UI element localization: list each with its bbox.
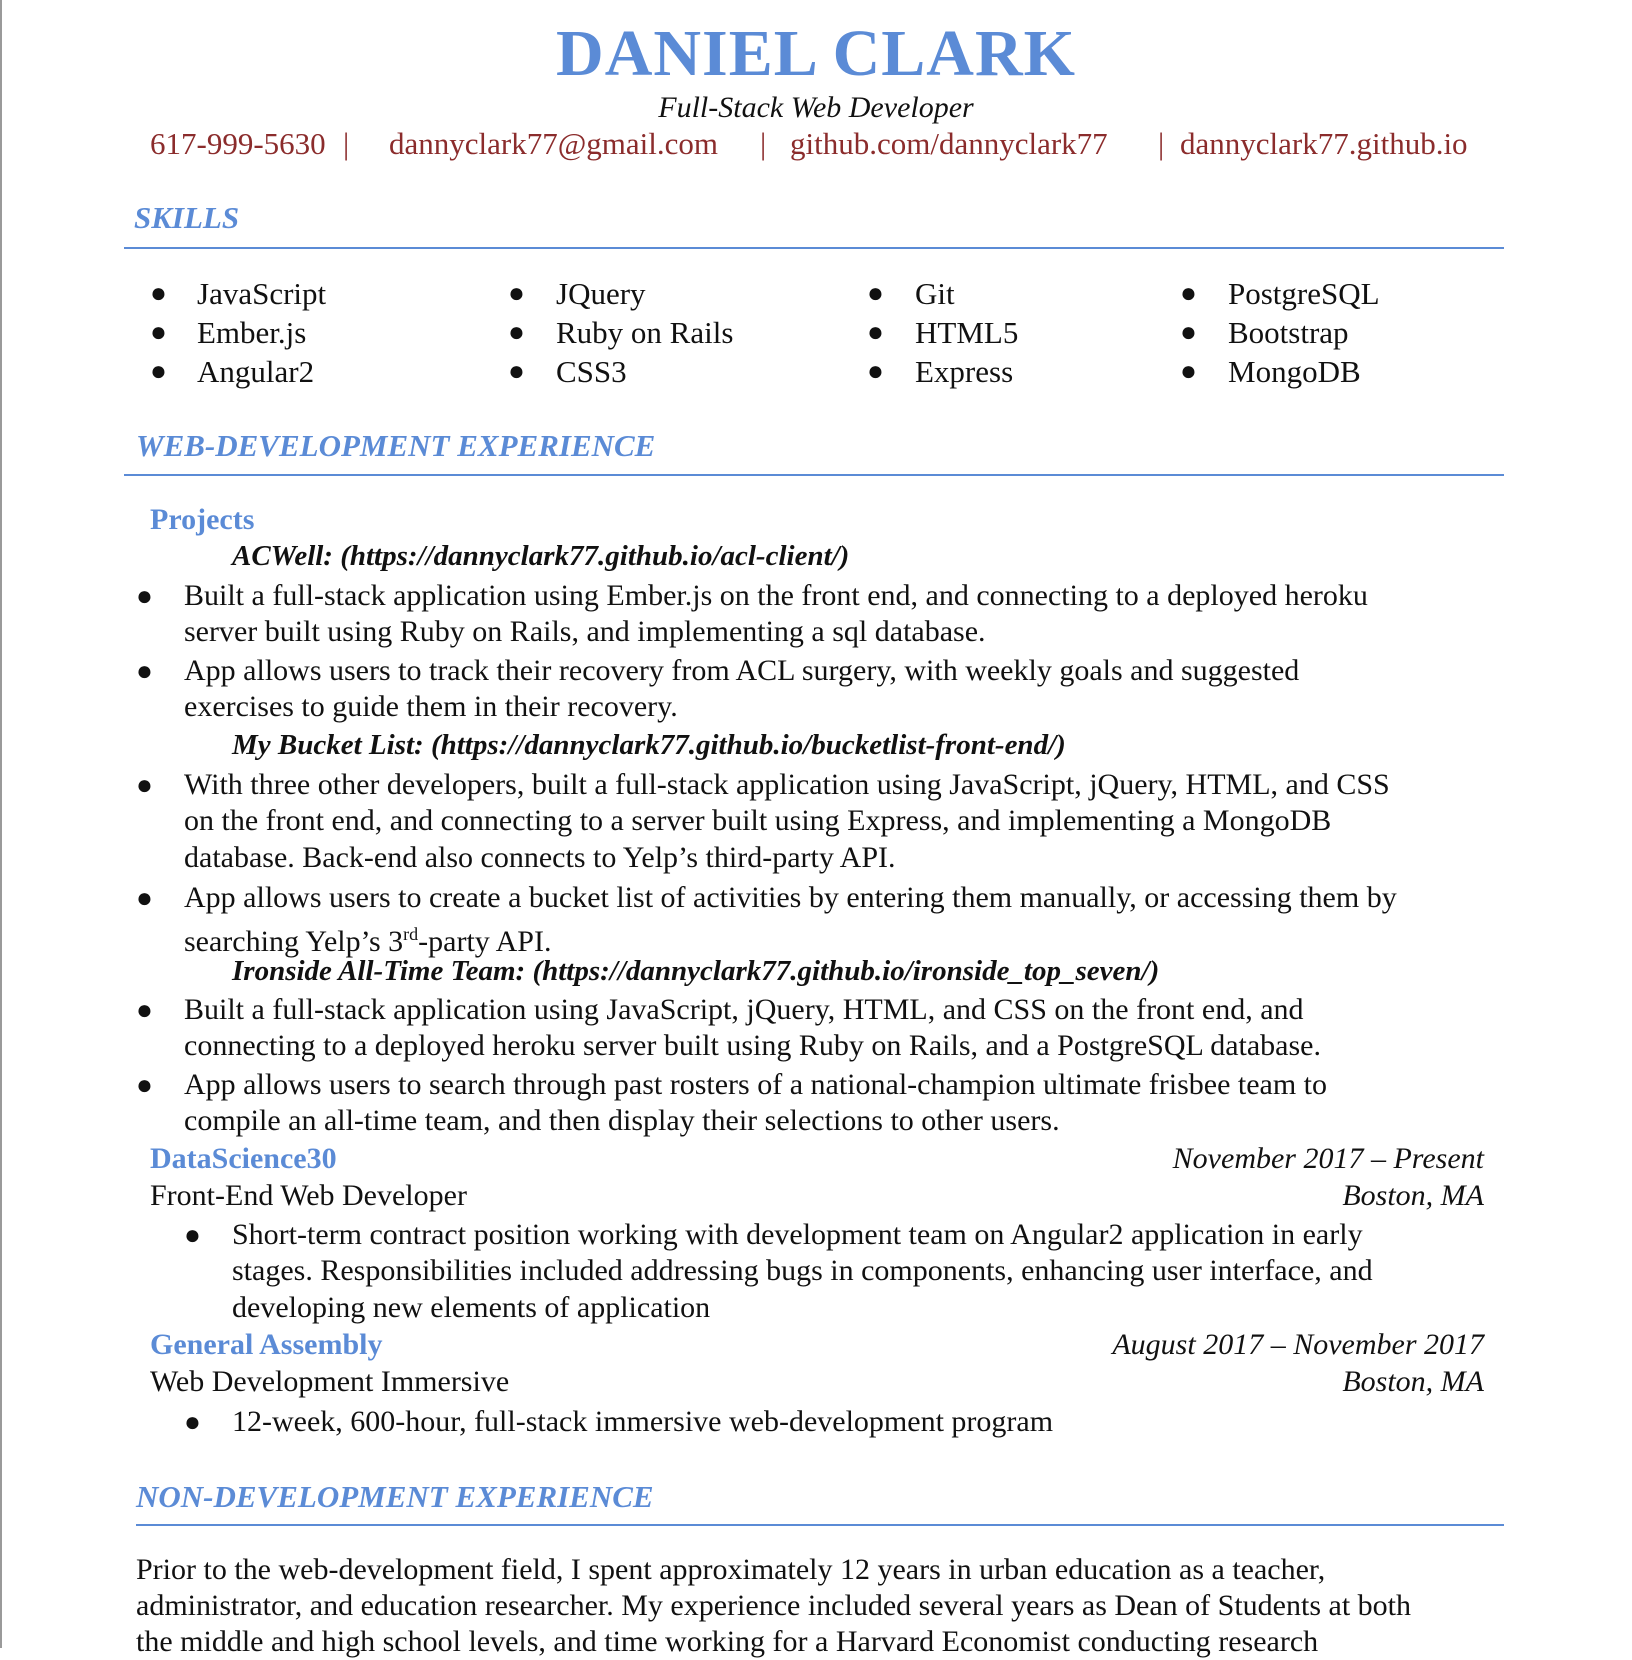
project-bullet-line: Built a full-stack application using Ember.js on the front end, and connecting to a deployed heroku xyxy=(184,579,1368,612)
bullet-dot: ● xyxy=(1180,317,1197,348)
bullet-dot: ● xyxy=(150,317,167,348)
project-bullet-line: App allows users to track their recovery from ACL surgery, with weekly goals and suggested xyxy=(184,654,1300,687)
bullet-dot: ● xyxy=(136,770,153,801)
contact-email[interactable]: dannyclark77@gmail.com xyxy=(389,126,718,161)
bullet-dot: ● xyxy=(867,278,884,309)
text-fragment: searching Yelp’s 3 xyxy=(184,925,404,958)
skill-item: PostgreSQL xyxy=(1228,276,1380,311)
skill-item: HTML5 xyxy=(915,315,1019,350)
bullet-dot: ● xyxy=(150,356,167,387)
job-bullet-line: Short-term contract position working with development team on Angular2 application in early xyxy=(232,1218,1363,1251)
contact-website[interactable]: dannyclark77.github.io xyxy=(1180,126,1468,161)
job-bullet-line: 12-week, 600-hour, full-stack immersive web-development program xyxy=(232,1405,1054,1438)
job-dates: November 2017 – Present xyxy=(1172,1142,1484,1175)
resume-title: Full-Stack Web Developer xyxy=(658,91,974,124)
skill-item: Ruby on Rails xyxy=(556,315,734,350)
project-bullet-line: database. Back-end also connects to Yelp’s third-party API. xyxy=(184,841,896,874)
project-title: ACWell: (https://dannyclark77.github.io/acl-client/) xyxy=(232,540,850,572)
skill-item: Git xyxy=(915,276,955,311)
bullet-dot: ● xyxy=(508,278,525,309)
contact-github[interactable]: github.com/dannyclark77 xyxy=(790,126,1108,161)
project-bullet-line: connecting to a deployed heroku server built using Ruby on Rails, and a PostgreSQL database. xyxy=(184,1029,1321,1062)
job-dates: August 2017 – November 2017 xyxy=(1112,1328,1484,1361)
bullet-dot: ● xyxy=(136,656,153,687)
job-bullet-line: developing new elements of application xyxy=(232,1291,711,1324)
section-divider xyxy=(136,1524,1504,1526)
contact-separator: | xyxy=(760,126,767,161)
contact-phone[interactable]: 617-999-5630 xyxy=(150,126,326,161)
project-title: My Bucket List: (https://dannyclark77.github.io/bucketlist-front-end/) xyxy=(232,729,1066,761)
job-role: Front-End Web Developer xyxy=(150,1179,467,1212)
bullet-dot: ● xyxy=(1180,356,1197,387)
project-bullet-line: App allows users to search through past rosters of a national-champion ultimate frisbee team to xyxy=(184,1068,1328,1101)
project-bullet-line: App allows users to create a bucket list of activities by entering them manually, or accessing them by xyxy=(184,881,1397,914)
bullet-dot: ● xyxy=(867,317,884,348)
skill-item: Angular2 xyxy=(197,354,315,389)
skill-item: Express xyxy=(915,354,1014,389)
project-bullet-line: Built a full-stack application using JavaScript, jQuery, HTML, and CSS on the front end, and xyxy=(184,993,1304,1026)
superscript: rd xyxy=(403,924,419,944)
text-fragment: -party API. xyxy=(418,925,552,958)
skill-item: Ember.js xyxy=(197,315,307,350)
section-divider xyxy=(124,247,1504,249)
projects-label: Projects xyxy=(150,503,255,536)
job-location: Boston, MA xyxy=(1342,1365,1484,1398)
project-bullet-line: exercises to guide them in their recovery. xyxy=(184,690,678,723)
bullet-dot: ● xyxy=(508,317,525,348)
bullet-dot: ● xyxy=(184,1407,201,1438)
skill-item: JavaScript xyxy=(197,276,327,311)
contact-separator: | xyxy=(343,126,350,161)
skill-item: MongoDB xyxy=(1228,354,1361,389)
skill-item: JQuery xyxy=(556,276,646,311)
job-location: Boston, MA xyxy=(1342,1179,1484,1212)
page-left-edge xyxy=(0,0,2,1648)
bullet-dot: ● xyxy=(150,278,167,309)
bullet-dot: ● xyxy=(508,356,525,387)
non-dev-paragraph-line: administrator, and education researcher. My experience included several years as Dean of Students at both xyxy=(136,1589,1411,1622)
project-bullet-line: compile an all-time team, and then display their selections to other users. xyxy=(184,1104,1060,1137)
project-bullet-line: server built using Ruby on Rails, and implementing a sql database. xyxy=(184,615,986,648)
non-dev-heading: NON-DEVELOPMENT EXPERIENCE xyxy=(136,1479,654,1514)
bullet-dot: ● xyxy=(184,1220,201,1251)
non-dev-paragraph-line: the middle and high school levels, and time working for a Harvard Economist conducting research xyxy=(136,1625,1319,1658)
bullet-dot: ● xyxy=(1180,278,1197,309)
skills-heading: SKILLS xyxy=(134,200,240,235)
resume-name: DANIEL CLARK xyxy=(556,17,1076,90)
job-org: General Assembly xyxy=(150,1328,383,1361)
project-title: Ironside All-Time Team: (https://dannyclark77.github.io/ironside_top_seven/) xyxy=(232,955,1160,987)
section-divider xyxy=(124,474,1504,476)
job-bullet-line: stages. Responsibilities included addressing bugs in components, enhancing user interface, and xyxy=(232,1254,1373,1287)
contact-separator: | xyxy=(1158,126,1165,161)
bullet-dot: ● xyxy=(136,883,153,914)
bullet-dot: ● xyxy=(867,356,884,387)
project-bullet-line: on the front end, and connecting to a server built using Express, and implementing a MongoDB xyxy=(184,804,1332,837)
skill-item: Bootstrap xyxy=(1228,315,1349,350)
skill-item: CSS3 xyxy=(556,354,627,389)
bullet-dot: ● xyxy=(136,995,153,1026)
project-bullet-line: With three other developers, built a full-stack application using JavaScript, jQuery, HTML, and CSS xyxy=(184,768,1390,801)
job-role: Web Development Immersive xyxy=(150,1365,510,1398)
non-dev-paragraph-line: Prior to the web-development field, I spent approximately 12 years in urban education as a teacher, xyxy=(136,1553,1326,1586)
job-org: DataScience30 xyxy=(150,1142,337,1175)
bullet-dot: ● xyxy=(136,581,153,612)
web-experience-heading: WEB-DEVELOPMENT EXPERIENCE xyxy=(136,428,656,463)
bullet-dot: ● xyxy=(136,1070,153,1101)
